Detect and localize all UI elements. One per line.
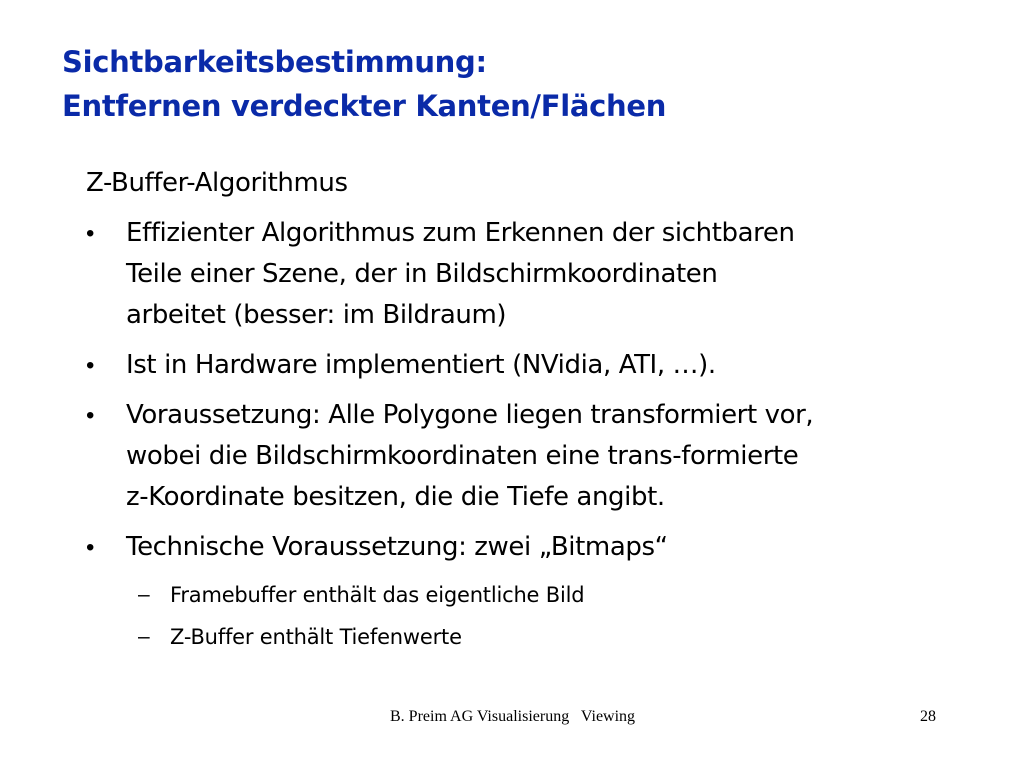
dash-icon: – <box>138 583 150 606</box>
bullet-item <box>86 213 986 336</box>
bullet-text-line: Teile einer Szene, der in Bildschirmkoordinaten <box>126 259 718 289</box>
bullet-text-line: wobei die Bildschirmkoordinaten eine trans-formierte <box>126 441 799 471</box>
bullet-item <box>86 345 986 386</box>
bullet-text-line: Voraussetzung: Alle Polygone liegen transformiert vor, <box>126 400 814 430</box>
bullet-icon: • <box>86 220 95 247</box>
bullet-text-line: Ist in Hardware implementiert (NVidia, ATI, …). <box>126 350 716 380</box>
bullet-item <box>86 395 986 518</box>
slide-content <box>86 162 986 658</box>
bullet-text <box>126 213 986 336</box>
bullet-text-line: Effizienter Algorithmus zum Erkennen der sichtbaren <box>126 218 795 248</box>
page-number: 28 <box>920 708 936 725</box>
sub-bullet-list <box>126 574 986 658</box>
sub-bullet-text: Framebuffer enthält das eigentliche Bild <box>170 583 585 607</box>
slide-title-line-2: Entfernen verdeckter Kanten/Flächen <box>62 89 667 123</box>
bullet-text-line: Technische Voraussetzung: zwei „Bitmaps“ <box>126 532 668 562</box>
slide-title <box>62 40 962 128</box>
sub-bullet-item <box>126 574 986 616</box>
slide-title-line-1: Sichtbarkeitsbestimmung: <box>62 45 487 79</box>
bullet-text-line: z-Koordinate besitzen, die die Tiefe angibt. <box>126 482 665 512</box>
dash-icon: – <box>138 625 150 648</box>
bullet-text <box>126 395 986 518</box>
bullet-list <box>86 213 986 658</box>
bullet-icon: • <box>86 352 95 379</box>
bullet-icon: • <box>86 402 95 429</box>
bullet-icon: • <box>86 534 95 561</box>
footer-author-topic: B. Preim AG Visualisierung Viewing <box>390 708 636 725</box>
bullet-text-line: arbeitet (besser: im Bildraum) <box>126 300 507 330</box>
sub-bullet-text: Z-Buffer enthält Tiefenwerte <box>170 625 462 649</box>
bullet-text <box>126 527 986 568</box>
sub-bullet-item <box>126 616 986 658</box>
bullet-text <box>126 345 986 386</box>
bullet-item <box>86 527 986 658</box>
intro-heading: Z-Buffer-Algorithmus <box>86 168 348 198</box>
